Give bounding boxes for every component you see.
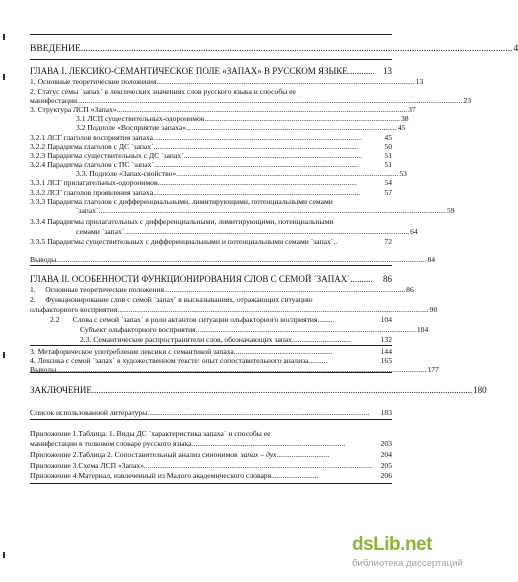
toc-chapter-1[interactable]: ГЛАВА I. ЛЕКСИКО-СЕМАНТИЧЕСКОЕ ПОЛЕ «ЗАПАХ» В РУССКОМ ЯЗЫКЕ ............ 13 bbox=[30, 66, 392, 76]
toc-entry[interactable]: 3.2.2 Парадигма глаголов с ДС ´запах´ ............................................................................................................ 50 bbox=[30, 142, 392, 151]
toc-entry[interactable]: Выводы ................................................................................................................................................................................................... 84 bbox=[30, 255, 436, 264]
toc-entry[interactable]: 2.3. Семантические распространители слов, обозначающих запах ............................... 132 bbox=[80, 335, 392, 344]
page-number: 86 bbox=[383, 274, 392, 284]
toc-entry-line1[interactable]: 3.3.4 Парадигмы прилагательных с дифференциальными, лимитирующими, потенциальными bbox=[30, 217, 334, 226]
toc-entry[interactable]: 3.2.3 Парадигма существительных с ДС ´запах´ .............................................................................................. 51 bbox=[30, 151, 392, 160]
toc-entry[interactable]: Субъект ольфакторного восприятия .................................................................................................................... 104 bbox=[80, 325, 429, 334]
left-edge-mark bbox=[3, 352, 5, 358]
left-edge-mark bbox=[3, 552, 5, 558]
top-rule bbox=[30, 34, 392, 35]
toc-entry[interactable]: 3.3.5 Парадигмы существительных с дифференциальными и потенциальными семами ´запах´ .. 72 bbox=[30, 237, 392, 246]
toc-entry-intro[interactable]: ВВЕДЕНИЕ .................................................................................................................................................................................... 4 bbox=[30, 43, 518, 54]
page-number: 13 bbox=[383, 66, 392, 76]
page-number: 4 bbox=[513, 43, 518, 54]
toc-entry[interactable]: 3.2.1 ЛСГ глаголов восприятия запаха .............................................................................................................. 45 bbox=[30, 133, 392, 142]
chapter-title: ГЛАВА II. ОСОБЕННОСТИ ФУНКЦИОНИРОВАНИЯ СЛОВ С СЕМОЙ ´ЗАПАХ´ bbox=[30, 274, 351, 284]
toc-chapter-2[interactable]: ГЛАВА II. ОСОБЕННОСТИ ФУНКЦИОНИРОВАНИЯ СЛОВ С СЕМОЙ ´ЗАПАХ´ .......... 86 bbox=[30, 274, 392, 284]
toc-appendix-1[interactable]: манифестации в толковом словаре русского языка ................................................................................. 203 bbox=[30, 439, 392, 448]
left-edge-mark bbox=[3, 74, 5, 80]
rule-after-literature bbox=[30, 419, 392, 420]
toc-entry[interactable]: 1. Основные теоретические положения ........................................................................................................................................ 13 bbox=[30, 77, 424, 86]
toc-appendix-4[interactable]: Приложение 4.Материал, извлеченный из Малого академического словаря ......................... 206 bbox=[30, 471, 392, 480]
dslib-watermark[interactable] bbox=[352, 534, 463, 578]
toc-entry[interactable]: 3.2.4 Парадигма глаголов с ПС ´запах´ ............................................................................................................ 51 bbox=[30, 160, 392, 169]
dslib-logo: dsLib.net bbox=[352, 534, 432, 555]
left-edge-mark bbox=[3, 34, 5, 40]
toc-entry[interactable]: Выводы ................................................................................................................................................................................................... 177 bbox=[30, 365, 439, 374]
toc-entry[interactable]: 3.2 Подполе «Восприятие запаха» ............................................................................................................... 45 bbox=[76, 123, 406, 132]
toc-entry[interactable]: ´запах´ ....................................................................................................................................................................................... 59 bbox=[76, 206, 455, 215]
toc-entry[interactable]: ольфакторного восприятия .................................................................................................................................................................... 90 bbox=[30, 305, 438, 314]
toc-entry-line1[interactable]: 2. Функционирование слов с семой ´запах´ в высказываниях, отражающих ситуацию bbox=[30, 295, 313, 304]
toc-entry[interactable]: 3. Структура ЛСП «Запах» ......................................................................................................................................................... 37 bbox=[30, 105, 416, 114]
toc-entry[interactable]: 3.3. Подполе «Запах-свойство» ..................................................................................................................... 53 bbox=[76, 169, 407, 178]
toc-entry[interactable]: 3. Метафорическое употребление лексики с семантикой запаха .................................................... 144 bbox=[30, 347, 392, 356]
toc-entry[interactable]: 3.3.2 ЛСГ глаголов проявления запаха ............................................................................................................. 57 bbox=[30, 188, 392, 197]
toc-entry[interactable]: семами ´запах´ ...................................................................................................................................................... 64 bbox=[76, 227, 418, 236]
toc-entry-line1[interactable]: 3.3.3 Парадигма глаголов с дифференциальными, лимитирующими, потенциальными семами bbox=[30, 197, 333, 206]
toc-entry[interactable]: манифестации ........................................................................................................................................................................................................... 23 bbox=[30, 96, 472, 105]
toc-entry-line1[interactable]: 2. Статус семы ´запах´ в лексических значениях слов русского языка и способы ее bbox=[30, 87, 296, 96]
rule-after-ch2 bbox=[30, 345, 392, 346]
toc-entry-literature[interactable]: Список использованной литературы ..................................................................................................................... 183 bbox=[30, 408, 392, 417]
toc-appendix-1-line1[interactable]: Приложение 1.Таблица. 1. Виды ДС ´характеристика запаха´ и способы ее bbox=[30, 429, 271, 438]
toc-entry[interactable]: 4. Лексика с семой ´запах´ в художественном тексте: опыт сопоставительного анализа .......... 165 bbox=[30, 356, 392, 365]
toc-appendix-2[interactable]: Приложение 2.Таблица 2. Сопоставительный анализ синонимов запах – дух ............................ 204 bbox=[30, 450, 392, 459]
rule-after-ch1 bbox=[30, 265, 392, 266]
bottom-rule bbox=[30, 483, 392, 484]
toc-entry[interactable]: 3.3.1 ЛСГ прилагательных-одоронимов ......................................................................................................... 54 bbox=[30, 178, 392, 187]
toc-entry-conclusion[interactable]: ЗАКЛЮЧЕНИЕ ......................................................................................................................................................................... 180 bbox=[30, 385, 487, 395]
toc-entry[interactable]: 1. Основные теоретические положения ............................................................................................................................... 86 bbox=[30, 285, 414, 294]
rule-after-intro bbox=[30, 59, 392, 60]
toc-appendix-3[interactable]: Приложение 3.Схема ЛСП «Запах» ........................................................................................................................ 205 bbox=[30, 461, 392, 470]
toc-entry[interactable]: 3.1 ЛСП существительных-одоронимов ....................................................................................................... 38 bbox=[76, 114, 409, 123]
chapter-title: ГЛАВА I. ЛЕКСИКО-СЕМАНТИЧЕСКОЕ ПОЛЕ «ЗАПАХ» В РУССКОМ ЯЗЫКЕ bbox=[30, 66, 348, 76]
toc-entry[interactable]: 2.2 Слова с семой ´запах´ в роли актантов ситуации ольфакторного восприятия ......... 104 bbox=[50, 315, 392, 324]
toc-entry-title: ВВЕДЕНИЕ bbox=[30, 43, 81, 54]
dslib-subtitle: библиотека диссертаций bbox=[352, 558, 463, 569]
